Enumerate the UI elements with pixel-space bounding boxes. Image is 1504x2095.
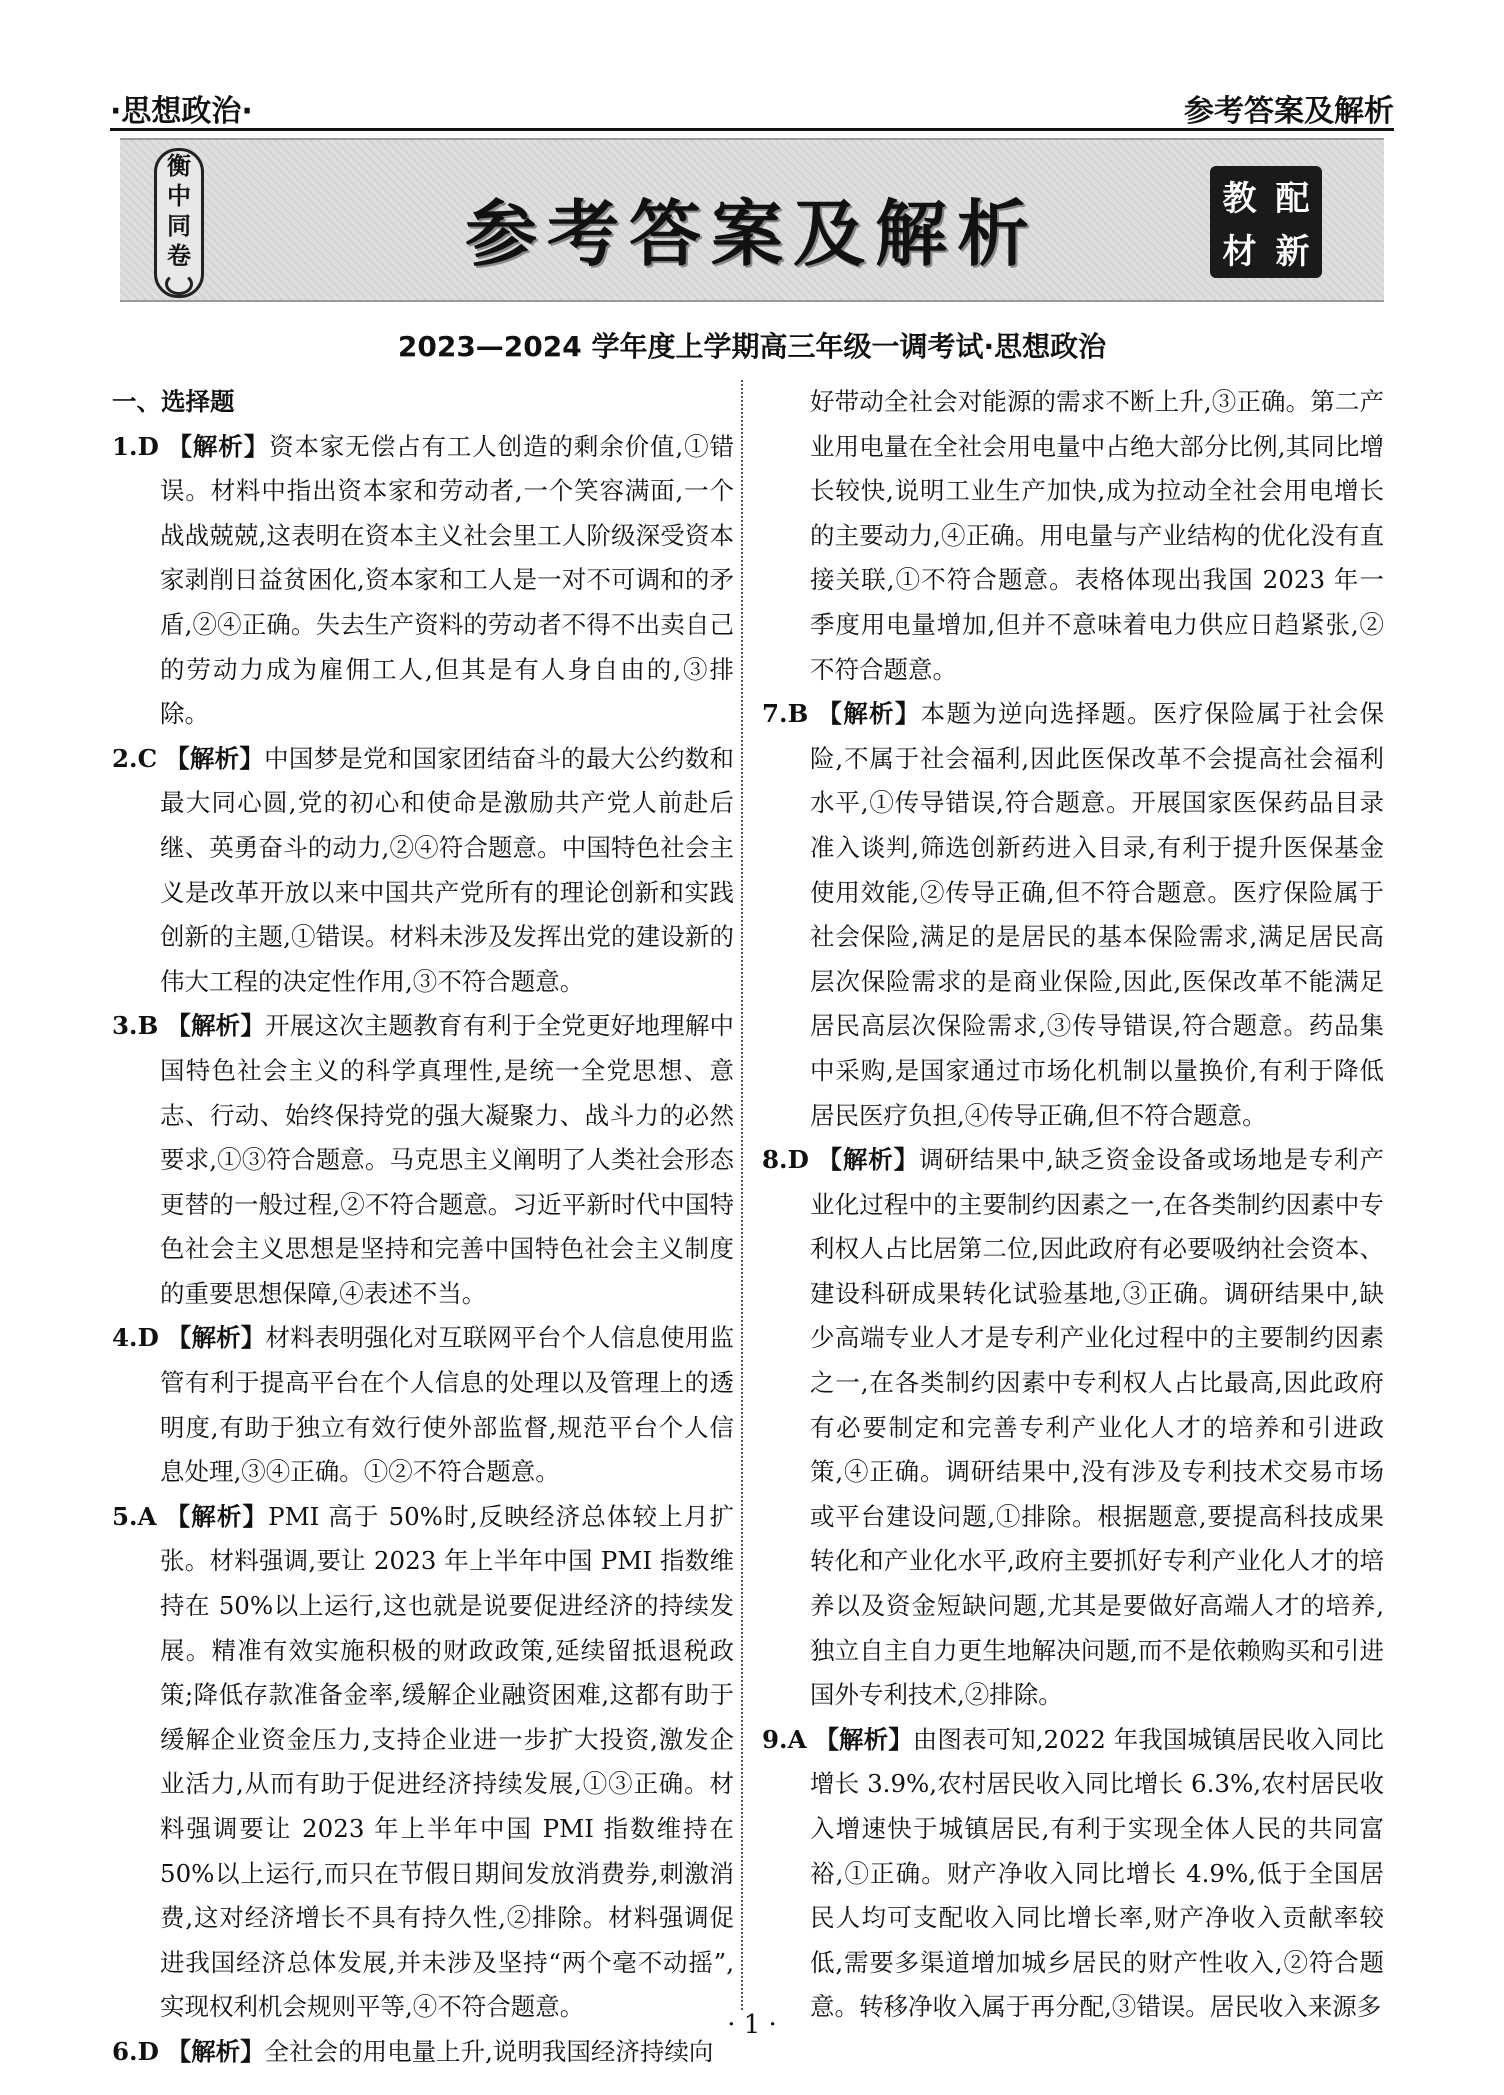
right-column [762, 380, 1384, 2030]
seal-char: 同 [167, 212, 191, 240]
answer-item: 3.B 【解析】开展这次主题教育有利于全党更好地理解中国特色社会主义的科学真理性,是统一全党思想、意志、行动、始终保持党的强大凝聚力、战斗力的必然要求,①③符合题意。马克思主义阐明了人类社会形态更替的一般过程,②不符合题意。习近平新时代中国特色社会主义思想是坚持和完善中国特色社会主义制度的重要思想保障,④表述不当。 [112, 1011, 735, 1308]
answer-item: 8.D 【解析】调研结果中,缺乏资金设备或场地是专利产业化过程中的主要制约因素之一,在各类制约因素中专利权人占比居第二位,因此政府有必要吸纳社会资本、建设科研成果转化试验基地,③正确。调研结果中,缺少高端专业人才是专利产业化过程中的主要制约因素之一,在各类制约因素中专利权人占比最高,因此政府有必要制定和完善专利产业化人才的培养和引进政策,④正确。调研结果中,没有涉及专利技术交易市场或平台建设问题,①排除。根据题意,要提高科技成果转化和产业化水平,政府主要抓好专利产业化人才的培养以及资金短缺问题,尤其是要做好高端人才的培养,独立自主自力更生地解决问题,而不是依赖购买和引进国外专利技术,②排除。 [762, 1145, 1384, 1710]
header-rule [110, 128, 1394, 131]
page-number: · 1 · [727, 2010, 777, 2040]
title-banner [120, 138, 1384, 302]
badge-char: 配 [1275, 179, 1310, 219]
seal-char: 中 [167, 182, 191, 210]
running-header [110, 78, 1394, 130]
column-divider [741, 380, 743, 2010]
badge-char: 新 [1275, 232, 1310, 272]
header-section-title: 参考答案及解析 [1184, 94, 1394, 129]
answer-continuation: 好带动全社会对能源的需求不断上升,③正确。第二产业用电量在全社会用电量中占绝大部分比例,其同比增长较快,说明工业生产加快,成为拉动全社会用电增长的主要动力,④正确。用电量与产业结构的优化没有直接关联,①不符合题意。表格体现出我国 2023 年一季度用电量增加,但并不意味着电力供应日趋紧张,②不符合题意。 [810, 387, 1384, 684]
answer-item: 1.D 【解析】资本家无偿占有工人创造的剩余价值,①错误。材料中指出资本家和劳动者,一个笑容满面,一个战战兢兢,这表明在资本主义社会里工人阶级深受资本家剥削日益贫困化,资本家和工人是一对不可调和的矛盾,②④正确。失去生产资料的劳动者不得不出卖自己的劳动力成为雇佣工人,但其是有人身自由的,③排除。 [112, 431, 734, 729]
answer-item: 4.D 【解析】材料表明强化对互联网平台个人信息使用监管有利于提高平台在个人信息的处理以及管理上的透明度,有助于独立有效行使外部监督,规范平台个人信息处理,③④正确。①②不符合题意。 [112, 1323, 735, 1487]
new-textbook-badge [1210, 166, 1322, 278]
banner-title: 参考答案及解析 [464, 192, 1039, 276]
badge-char: 教 [1222, 179, 1257, 219]
answer-item: 5.A 【解析】PMI 高于 50%时,反映经济总体较上月扩张。材料强调,要让 2023 年上半年中国 PMI 指数维持在 50%以上运行,这也就是说要促进经济的持续发展。精准有效实施积极的财政政策,延续留抵退税政策;降低存款准备金率,缓解企业融资困难,这都有助于缓解企业资金压力,支持企业进一步扩大投资,激发企业活力,从而有助于促进经济持续发展,①③正确。材料强调要让 2023 年上半年中国 PMI 指数维持在 50%以上运行,而只在节假日期间发放消费券,刺激消费,这对经济增长不具有持久性,②排除。材料强调促进我国经济总体发展,并未涉及坚持“两个毫不动摇”,实现权利机会规则平等,④不符合题意。 [112, 1501, 734, 2022]
seal-char: 衡 [167, 152, 191, 180]
badge-char: 材 [1222, 232, 1257, 272]
seal-char: 卷 [167, 242, 191, 270]
answer-item: 2.C 【解析】中国梦是党和国家团结奋斗的最大公约数和最大同心圆,党的初心和使命是激励共产党人前赴后继、英勇奋斗的动力,②④符合题意。中国特色社会主义是改革开放以来中国共产党所有的理论创新和实践创新的主题,①错误。材料未涉及发挥出党的建设新的伟大工程的决定性作用,③不符合题意。 [112, 743, 735, 996]
header-subject: ·思想政治· [110, 94, 253, 129]
answer-item: 9.A 【解析】由图表可知,2022 年我国城镇居民收入同比增长 3.9%,农村居民收入同比增长 6.3%,农村居民收入增速快于城镇居民,有利于实现全体人民的共同富裕,①正确。财产净收入同比增长 4.9%,低于全国居民人均可支配收入同比增长率,财产净收入贡献率较低,需要多渠道增加城乡居民的财产性收入,②符合题意。转移净收入属于再分配,③错误。居民收入来源多 [762, 1724, 1384, 2022]
exam-title: 2023—2024 学年度上学期高三年级一调考试·思想政治 [397, 330, 1107, 363]
left-column [112, 380, 734, 2075]
section-heading: 一、选择题 [112, 387, 235, 416]
answer-item: 6.D 【解析】全社会的用电量上升,说明我国经济持续向 [112, 2036, 714, 2066]
answer-item: 7.B 【解析】本题为逆向选择题。医疗保险属于社会保险,不属于社会福利,因此医保改革不会提高社会福利水平,①传导错误,符合题意。开展国家医保药品目录准入谈判,筛选创新药进入目录,有利于提升医保基金使用效能,②传导正确,但不符合题意。医疗保险属于社会保险,满足的是居民的基本保险需求,满足居民高层次保险需求的是商业保险,因此,医保改革不能满足居民高层次保险需求,③传导错误,符合题意。药品集中采购,是国家通过市场化机制以量换价,有利于降低居民医疗负担,④传导正确,但不符合题意。 [762, 699, 1385, 1130]
